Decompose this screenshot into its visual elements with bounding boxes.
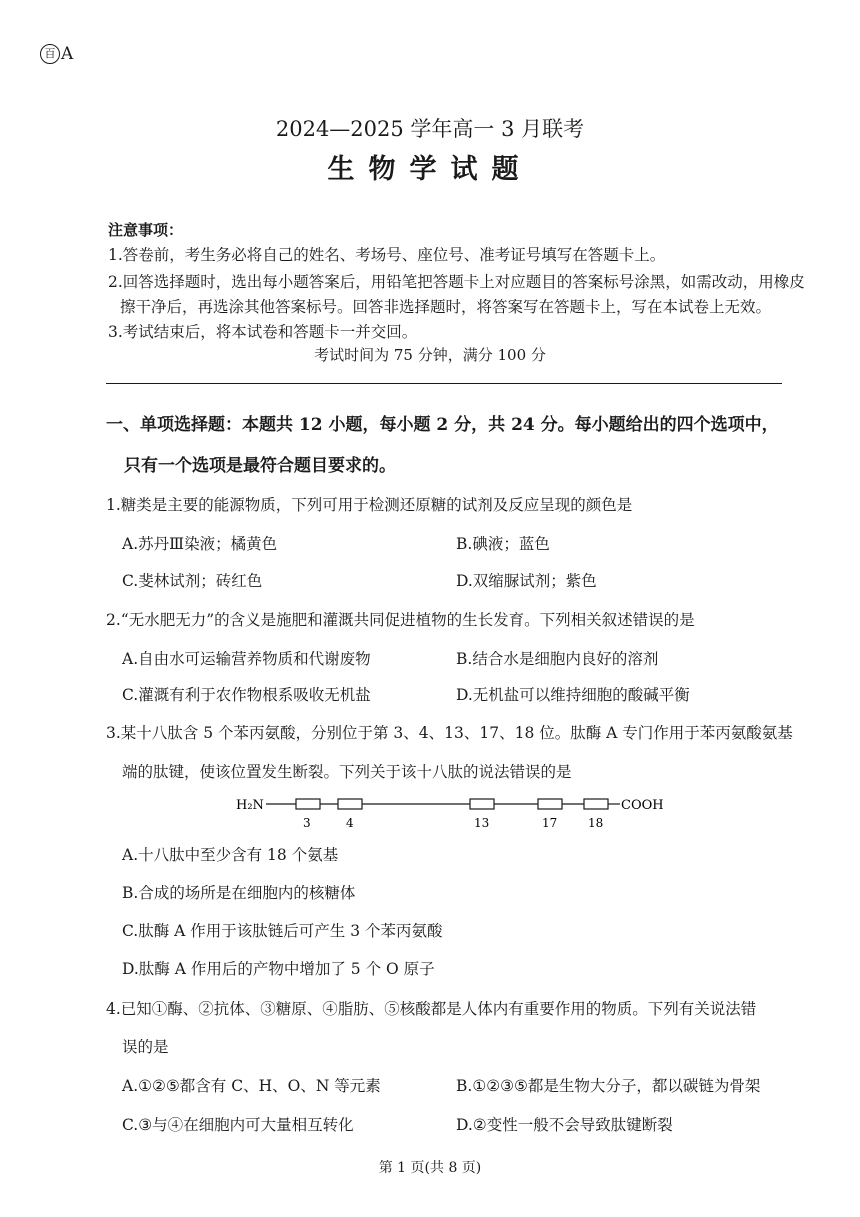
question-3-option-b: B.合成的场所是在细胞内的核糖体 [122,884,356,902]
question-4-option-c: C.③与④在细胞内可大量相互转化 [122,1116,354,1134]
question-2-option-a: A.自由水可运输营养物质和代谢废物 [122,650,371,668]
question-3-stem-line-2: 端的肽键，使该位置发生断裂。下列关于该十八肽的说法错误的是 [122,763,572,781]
residue-box-3 [296,799,320,809]
page-number-footer: 第 1 页(共 8 页) [378,1160,482,1176]
notes-heading: 注意事项： [108,221,184,239]
question-2-option-b: B.结合水是细胞内良好的溶剂 [456,650,659,668]
question-3-option-a: A.十八肽中至少含有 18 个氨基 [122,846,339,864]
amino-terminus-label: H₂N [236,798,264,813]
note-item-2-line-2: 擦干净后，再选涂其他答案标号。回答非选择题时，将答案写在答题卡上，写在本试卷上无效。 [120,298,772,316]
note-item-1: 1.答卷前，考生务必将自己的姓名、考场号、座位号、准考证号填写在答题卡上。 [108,246,666,264]
question-3-option-c: C.肽酶 A 作用于该肽链后可产生 3 个苯丙氨酸 [122,922,443,940]
residue-box-13 [470,799,494,809]
question-4-stem-line-1: 4.已知①酶、②抗体、③糖原、④脂肪、⑤核酸都是人体内有重要作用的物质。下列有关说法错 [106,1000,757,1018]
badge-circle-char: 百 [40,44,60,64]
subject-title: 生物学试题 [327,154,533,185]
residue-box-4 [338,799,362,809]
question-1-option-c: C.斐林试剂；砖红色 [122,572,263,590]
note-item-2-line-1: 2.回答选择题时，选出每小题答案后，用铅笔把答题卡上对应题目的答案标号涂黑，如需改动，用橡皮 [108,273,805,291]
residue-box-17 [538,799,562,809]
position-label-17: 17 [542,816,558,830]
exam-time: 考试时间为 75 分钟，满分 100 分 [314,346,546,364]
question-2-option-c: C.灌溉有利于农作物根系吸收无机盐 [122,686,371,704]
question-1-option-d: D.双缩脲试剂；紫色 [456,572,597,590]
question-2-stem: 2.“无水肥无力”的含义是施肥和灌溉共同促进植物的生长发育。下列相关叙述错误的是 [106,611,695,629]
position-label-18: 18 [588,816,604,830]
note-item-3: 3.考试结束后，将本试卷和答题卡一并交回。 [108,323,418,341]
exam-title: 2024—2025 学年高一 3 月联考 [275,117,585,141]
question-1-stem: 1.糖类是主要的能源物质，下列可用于检测还原糖的试剂及反应呈现的颜色是 [106,496,633,514]
badge-letter: A [61,44,74,64]
peptide-chain-diagram [236,792,696,832]
question-3-stem-line-1: 3.某十八肽含 5 个苯丙氨酸，分别位于第 3、4、13、17、18 位。肽酶 A 专门作用于苯丙氨酸氨基 [106,724,793,742]
position-label-3: 3 [303,816,311,830]
question-2-option-d: D.无机盐可以维持细胞的酸碱平衡 [456,686,690,704]
residue-box-18 [584,799,608,809]
question-1-option-b: B.碘液；蓝色 [456,535,550,553]
question-4-stem-line-2: 误的是 [122,1038,169,1056]
section-heading-line-1: 一、单项选择题：本题共 12 小题，每小题 2 分，共 24 分。每小题给出的四个选项中， [106,415,779,435]
question-4-option-a: A.①②⑤都含有 C、H、O、N 等元素 [122,1077,381,1095]
question-4-option-b: B.①②③⑤都是生物大分子，都以碳链为骨架 [456,1077,761,1095]
question-1-option-a: A.苏丹Ⅲ染液；橘黄色 [122,535,278,553]
position-label-4: 4 [346,816,354,830]
question-4-option-d: D.②变性一般不会导致肽键断裂 [456,1116,673,1134]
position-label-13: 13 [474,816,490,830]
paper-badge [40,44,73,64]
section-heading-line-2: 只有一个选项是最符合题目要求的。 [124,456,396,476]
question-3-option-d: D.肽酶 A 作用后的产物中增加了 5 个 O 原子 [122,960,435,978]
carboxyl-terminus-label: COOH [621,798,664,813]
divider-line [106,383,782,384]
